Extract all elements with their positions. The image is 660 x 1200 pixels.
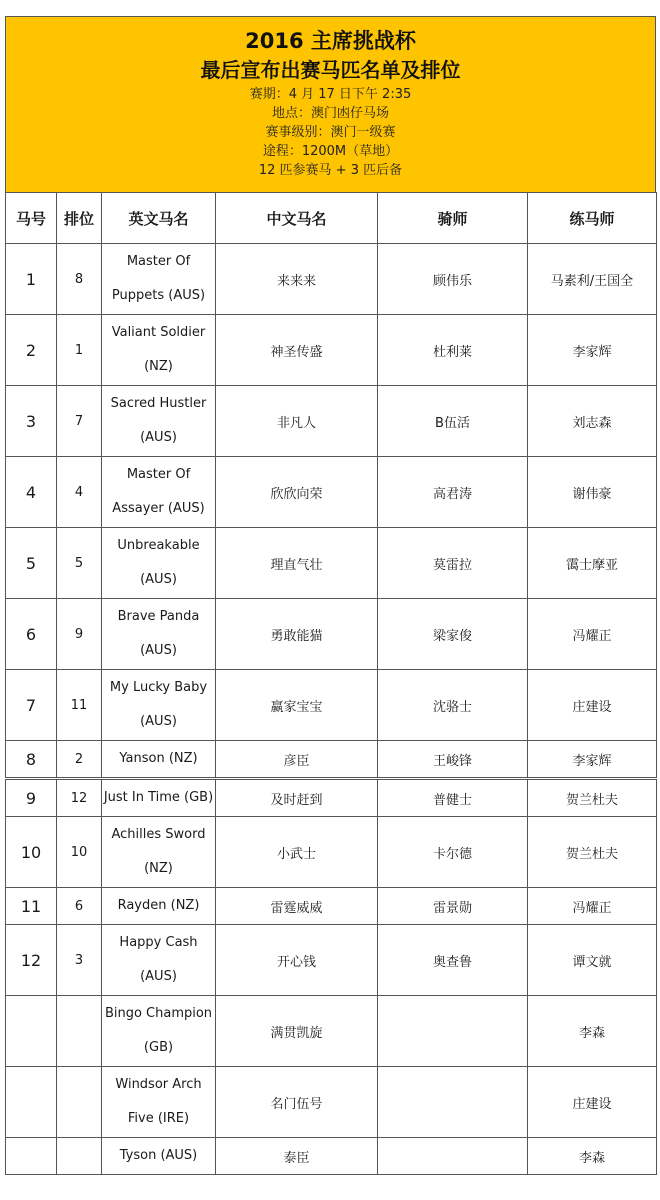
table-row [6,779,657,817]
runner-chinese-name: 及时赶到 [216,779,378,817]
table-row [6,457,657,528]
table-row [6,925,657,996]
english-name-line: (NZ) [144,861,173,876]
english-name-line: (AUS) [140,430,177,445]
runner-number: 5 [6,528,57,599]
runner-jockey [378,1067,528,1138]
english-name-line: (NZ) [144,359,173,374]
runner-chinese-name: 泰臣 [216,1138,378,1175]
runner-chinese-name: 彦臣 [216,741,378,779]
runner-jockey: 奥查鲁 [378,925,528,996]
english-name-line: Happy Cash [119,935,198,950]
runner-number: 9 [6,779,57,817]
runner-trainer: 马素利/王国全 [528,244,657,315]
english-name-line: Sacred Hustler [110,396,207,411]
runner-chinese-name: 非凡人 [216,386,378,457]
col-header-chinese-name: 中文马名 [216,193,378,244]
runner-jockey: 卡尔德 [378,817,528,888]
english-name-line: Brave Panda [117,609,200,624]
runner-english-name [102,1138,216,1175]
runner-jockey: 王峻锋 [378,741,528,779]
english-name-line: (AUS) [140,969,177,984]
runner-draw: 8 [57,244,102,315]
runner-english-name [102,996,216,1067]
race-subtitle: 最后宣布出赛马匹名单及排位 [200,58,461,82]
english-name-line: Bingo Champion [104,1006,213,1021]
table-row [6,1067,657,1138]
runner-draw: 6 [57,888,102,925]
race-title: 2016 主席挑战杯 [245,29,416,53]
runner-number: 6 [6,599,57,670]
table-row [6,244,657,315]
race-card [5,16,656,1175]
runner-english-name [102,888,216,925]
runner-english-name [102,741,216,779]
runner-chinese-name: 小武士 [216,817,378,888]
race-distance: 途程：1200M（草地） [262,144,399,159]
runner-jockey: 高君涛 [378,457,528,528]
table-row [6,996,657,1067]
runner-jockey: 莫雷拉 [378,528,528,599]
runner-english-name [102,457,216,528]
runner-trainer: 刘志森 [528,386,657,457]
runner-number: 11 [6,888,57,925]
col-header-jockey: 骑师 [378,193,528,244]
runner-draw: 7 [57,386,102,457]
runner-chinese-name: 勇敢能猫 [216,599,378,670]
english-name-line: Achilles Sword [111,827,206,842]
runner-trainer: 李森 [528,1138,657,1175]
table-row [6,528,657,599]
runner-trainer: 李森 [528,996,657,1067]
header-banner [5,16,656,192]
english-name-line: (AUS) [140,572,177,587]
runner-draw: 12 [57,779,102,817]
runner-trainer: 霭士摩亚 [528,528,657,599]
english-name-line: Master Of [126,254,191,269]
runner-english-name [102,670,216,741]
runner-draw: 3 [57,925,102,996]
runner-number: 1 [6,244,57,315]
runner-english-name [102,315,216,386]
runner-jockey: 顾伟乐 [378,244,528,315]
runner-draw: 9 [57,599,102,670]
col-header-number: 马号 [6,193,57,244]
english-name-line: Five (IRE) [127,1111,190,1126]
english-name-line: Unbreakable [117,538,200,553]
runner-jockey: 普健士 [378,779,528,817]
runner-chinese-name: 满贯凯旋 [216,996,378,1067]
english-name-line: Master Of [126,467,191,482]
runner-number [6,1138,57,1175]
runner-draw [57,996,102,1067]
english-name-line: Valiant Soldier [111,325,206,340]
race-date: 赛期：4 月 17 日下午 2:35 [249,87,412,102]
table-row [6,888,657,925]
runner-chinese-name: 雷霆威威 [216,888,378,925]
race-grade: 赛事级别：澳门一级赛 [265,125,396,140]
english-name-line: Puppets (AUS) [111,288,206,303]
english-name-line: Rayden (NZ) [117,898,200,913]
runner-number: 3 [6,386,57,457]
runner-trainer: 李家辉 [528,315,657,386]
table-row [6,599,657,670]
table-row [6,817,657,888]
col-header-trainer: 练马师 [528,193,657,244]
runner-english-name [102,925,216,996]
english-name-line: Windsor Arch [115,1077,202,1092]
runner-number: 12 [6,925,57,996]
table-header-row [6,193,657,244]
runner-english-name [102,779,216,817]
english-name-line: (GB) [143,1040,174,1055]
runner-trainer: 李家辉 [528,741,657,779]
runner-number: 4 [6,457,57,528]
table-row [6,315,657,386]
runner-trainer: 贺兰杜夫 [528,779,657,817]
runner-chinese-name: 理直气壮 [216,528,378,599]
english-name-line: (AUS) [140,643,177,658]
runner-jockey: 沈骆士 [378,670,528,741]
col-header-english-name: 英文马名 [102,193,216,244]
runner-chinese-name: 开心钱 [216,925,378,996]
runner-number: 2 [6,315,57,386]
runner-draw: 2 [57,741,102,779]
runner-draw [57,1138,102,1175]
runner-english-name [102,528,216,599]
table-row [6,1138,657,1175]
english-name-line: Yanson (NZ) [119,751,198,766]
runner-english-name [102,244,216,315]
english-name-line: (AUS) [140,714,177,729]
runner-english-name [102,1067,216,1138]
runner-number: 7 [6,670,57,741]
runner-trainer: 谢伟豪 [528,457,657,528]
runner-jockey: 梁家俊 [378,599,528,670]
runner-trainer: 冯耀正 [528,599,657,670]
runner-draw: 10 [57,817,102,888]
english-name-line: Just In Time (GB) [103,790,214,805]
runner-trainer: 贺兰杜夫 [528,817,657,888]
table-row [6,741,657,779]
table-row [6,670,657,741]
runner-trainer: 冯耀正 [528,888,657,925]
runner-jockey [378,1138,528,1175]
runner-chinese-name: 来来来 [216,244,378,315]
runner-jockey [378,996,528,1067]
race-field: 12 匹参赛马 + 3 匹后备 [258,163,403,178]
runner-number [6,996,57,1067]
english-name-line: Tyson (AUS) [119,1148,198,1163]
english-name-line: Assayer (AUS) [112,501,205,516]
runner-english-name [102,817,216,888]
runners-table [5,192,657,1175]
runner-draw [57,1067,102,1138]
col-header-draw: 排位 [57,193,102,244]
runner-trainer: 庄建设 [528,1067,657,1138]
runner-chinese-name: 赢家宝宝 [216,670,378,741]
runners-body [6,244,657,1175]
runner-english-name [102,599,216,670]
runner-draw: 1 [57,315,102,386]
table-row [6,386,657,457]
runner-trainer: 谭文就 [528,925,657,996]
english-name-line: My Lucky Baby [109,680,208,695]
runner-chinese-name: 欣欣向荣 [216,457,378,528]
runner-chinese-name: 名门伍号 [216,1067,378,1138]
runner-draw: 5 [57,528,102,599]
runner-jockey: 雷景勋 [378,888,528,925]
runner-draw: 4 [57,457,102,528]
runner-number: 8 [6,741,57,779]
runner-jockey: B伍活 [378,386,528,457]
runner-trainer: 庄建设 [528,670,657,741]
runner-number [6,1067,57,1138]
runner-jockey: 杜利莱 [378,315,528,386]
runner-chinese-name: 神圣传盛 [216,315,378,386]
race-venue: 地点：澳门凼仔马场 [271,106,389,121]
runner-draw: 11 [57,670,102,741]
runner-number: 10 [6,817,57,888]
runner-english-name [102,386,216,457]
